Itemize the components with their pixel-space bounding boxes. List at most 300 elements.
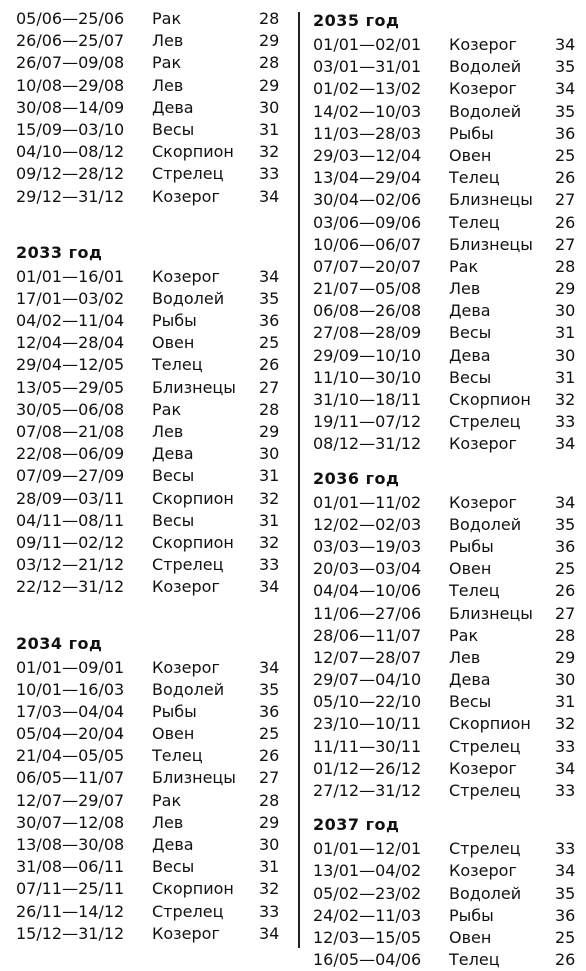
date-range: 01/12—26/12 — [313, 758, 422, 778]
zodiac-sign: Козерог — [152, 923, 220, 943]
sign-number: 27 — [555, 190, 576, 210]
sign-number: 25 — [259, 333, 280, 353]
zodiac-sign: Рыбы — [449, 123, 494, 143]
sign-number: 26 — [555, 212, 576, 232]
sign-number: 33 — [555, 736, 576, 756]
zodiac-sign: Овен — [449, 145, 492, 165]
table-row — [16, 878, 288, 900]
sign-number: 31 — [555, 367, 576, 387]
date-range: 12/07—29/07 — [16, 790, 125, 810]
sign-number: 35 — [259, 679, 280, 699]
table-row — [313, 322, 586, 344]
table-row — [313, 212, 586, 234]
date-range: 15/12—31/12 — [16, 923, 125, 943]
sign-number: 34 — [259, 923, 280, 943]
sign-number: 35 — [555, 101, 576, 121]
zodiac-sign: Дева — [449, 345, 491, 365]
date-range: 13/05—29/05 — [16, 377, 125, 397]
sign-number: 30 — [259, 97, 280, 117]
sign-number: 29 — [259, 422, 280, 441]
date-range: 12/02—02/03 — [313, 514, 422, 534]
table-row — [313, 603, 586, 625]
date-range: 10/06—06/07 — [313, 234, 422, 254]
table-row — [16, 332, 288, 354]
sign-number: 33 — [259, 901, 280, 921]
date-range: 07/09—27/09 — [16, 466, 125, 486]
year-section — [313, 812, 586, 971]
date-range: 04/10—08/12 — [16, 142, 125, 162]
date-range: 22/12—31/12 — [16, 577, 125, 597]
zodiac-sign: Стрелец — [152, 901, 224, 921]
date-range: 29/07—04/10 — [313, 670, 422, 690]
zodiac-sign: Телец — [449, 950, 500, 970]
table-row — [313, 860, 586, 882]
sign-number: 31 — [259, 466, 280, 486]
table-row — [313, 34, 586, 56]
date-range: 09/12—28/12 — [16, 164, 125, 184]
sign-number: 33 — [555, 781, 576, 800]
zodiac-sign: Скорпион — [152, 532, 234, 552]
date-range: 03/01—31/01 — [313, 57, 422, 77]
date-range: 10/08—29/08 — [16, 75, 125, 95]
sign-number: 28 — [259, 53, 280, 73]
table-row — [16, 97, 288, 119]
zodiac-sign: Рак — [152, 53, 182, 73]
date-range: 04/02—11/04 — [16, 311, 125, 331]
table-row — [16, 767, 288, 789]
zodiac-sign: Козерог — [152, 577, 220, 597]
zodiac-sign: Стрелец — [449, 736, 521, 756]
date-range: 09/11—02/12 — [16, 532, 125, 552]
date-range: 01/01—16/01 — [16, 266, 125, 286]
date-range: 01/01—12/01 — [313, 839, 422, 859]
date-range: 11/10—30/10 — [313, 367, 422, 387]
sign-number: 26 — [555, 168, 576, 188]
sign-number: 32 — [259, 488, 280, 508]
zodiac-sign: Дева — [449, 301, 491, 321]
date-range: 03/12—21/12 — [16, 555, 125, 575]
sign-number: 35 — [555, 514, 576, 534]
table-row — [313, 713, 586, 735]
date-range: 07/11—25/11 — [16, 879, 125, 899]
zodiac-sign: Весы — [152, 857, 195, 877]
zodiac-sign: Рак — [152, 399, 182, 419]
sign-number: 34 — [259, 577, 280, 597]
date-range: 21/04—05/05 — [16, 746, 125, 766]
table-row — [313, 389, 586, 411]
date-range: 30/04—02/06 — [313, 190, 422, 210]
sign-number: 32 — [259, 142, 280, 162]
zodiac-sign: Телец — [449, 212, 500, 232]
sign-number: 36 — [259, 701, 280, 721]
table-row — [313, 367, 586, 389]
sign-number: 33 — [555, 839, 576, 859]
table-row — [16, 812, 288, 834]
sign-number: 34 — [259, 186, 280, 206]
sign-number: 31 — [555, 323, 576, 343]
zodiac-sign: Скорпион — [152, 879, 234, 899]
sign-number: 34 — [555, 758, 576, 778]
date-range: 05/10—22/10 — [313, 692, 422, 712]
sign-number: 32 — [555, 390, 576, 409]
zodiac-sign: Водолей — [449, 883, 522, 903]
date-range: 05/04—20/04 — [16, 724, 125, 744]
zodiac-sign: Весы — [449, 367, 492, 387]
date-range: 14/02—10/03 — [313, 101, 422, 121]
section-spacer — [16, 208, 288, 240]
table-row — [313, 256, 586, 278]
date-range: 13/04—29/04 — [313, 168, 422, 188]
table-row — [16, 679, 288, 701]
table-row — [313, 345, 586, 367]
zodiac-sign: Овен — [152, 333, 195, 353]
table-row — [16, 834, 288, 856]
sign-number: 27 — [259, 768, 280, 788]
sign-number: 29 — [259, 75, 280, 95]
zodiac-sign: Стрелец — [152, 555, 224, 575]
sign-number: 30 — [259, 444, 280, 464]
table-row — [313, 905, 586, 927]
zodiac-sign: Рак — [449, 256, 479, 276]
section-spacer — [16, 599, 288, 631]
zodiac-sign: Рыбы — [152, 311, 197, 331]
zodiac-sign: Близнецы — [152, 377, 236, 397]
zodiac-sign: Дева — [152, 97, 194, 117]
right-column — [313, 8, 586, 971]
zodiac-sign: Козерог — [449, 861, 517, 881]
date-range: 10/01—16/03 — [16, 679, 125, 699]
sign-number: 27 — [259, 377, 280, 397]
date-range: 31/08—06/11 — [16, 857, 125, 877]
table-row — [16, 310, 288, 332]
zodiac-sign: Стрелец — [449, 839, 521, 859]
zodiac-sign: Рак — [152, 9, 182, 28]
date-range: 19/11—07/12 — [313, 412, 422, 432]
zodiac-sign: Овен — [449, 559, 492, 579]
table-row — [16, 119, 288, 141]
table-row — [16, 576, 288, 598]
date-range: 11/06—27/06 — [313, 603, 422, 623]
date-range: 11/03—28/03 — [313, 123, 422, 143]
sign-number: 33 — [259, 164, 280, 184]
table-row — [16, 186, 288, 208]
table-row — [16, 266, 288, 288]
date-range: 31/10—18/11 — [313, 390, 422, 409]
year-heading: 2034 год — [16, 633, 103, 653]
table-row — [16, 554, 288, 576]
year-heading: 2033 год — [16, 242, 103, 262]
date-range: 22/08—06/09 — [16, 444, 125, 464]
sign-number: 29 — [555, 279, 576, 299]
table-row — [16, 75, 288, 97]
table-row — [313, 669, 586, 691]
zodiac-sign: Весы — [449, 692, 492, 712]
date-range: 08/12—31/12 — [313, 434, 422, 454]
sign-number: 31 — [259, 119, 280, 139]
table-row — [313, 123, 586, 145]
zodiac-sign: Весы — [152, 466, 195, 486]
year-section — [16, 240, 288, 599]
sign-number: 30 — [555, 670, 576, 690]
date-range: 11/11—30/11 — [313, 736, 422, 756]
zodiac-sign: Дева — [449, 670, 491, 690]
sign-number: 27 — [555, 234, 576, 254]
zodiac-sign: Козерог — [449, 492, 517, 512]
zodiac-sign: Лев — [449, 647, 481, 667]
date-range: 29/12—31/12 — [16, 186, 125, 206]
zodiac-sign: Рак — [152, 790, 182, 810]
sign-number: 30 — [259, 835, 280, 854]
date-range: 04/11—08/11 — [16, 510, 125, 530]
zodiac-sign: Весы — [152, 119, 195, 139]
sign-number: 34 — [555, 35, 576, 54]
year-section — [16, 8, 288, 208]
zodiac-sign: Козерог — [449, 79, 517, 99]
table-row — [313, 492, 586, 514]
date-range: 15/09—03/10 — [16, 119, 125, 139]
sign-number: 25 — [555, 145, 576, 165]
table-row — [16, 443, 288, 465]
sign-number: 32 — [555, 714, 576, 734]
sign-number: 33 — [259, 555, 280, 575]
date-range: 26/07—09/08 — [16, 53, 125, 73]
date-range: 12/04—28/04 — [16, 333, 125, 353]
table-row — [16, 701, 288, 723]
zodiac-sign: Телец — [449, 168, 500, 188]
zodiac-sign: Лев — [152, 422, 184, 441]
zodiac-sign: Скорпион — [152, 142, 234, 162]
zodiac-sign: Телец — [152, 355, 203, 375]
zodiac-sign: Скорпион — [449, 390, 531, 409]
zodiac-sign: Козерог — [152, 186, 220, 206]
table-row — [313, 949, 586, 971]
zodiac-sign: Близнецы — [152, 768, 236, 788]
sign-number: 36 — [555, 123, 576, 143]
sign-number: 29 — [259, 31, 280, 51]
date-range: 27/08—28/09 — [313, 323, 422, 343]
table-row — [313, 536, 586, 558]
zodiac-sign: Близнецы — [449, 234, 533, 254]
date-range: 17/01—03/02 — [16, 288, 125, 308]
left-column — [16, 8, 288, 945]
table-row — [313, 883, 586, 905]
table-row — [16, 901, 288, 923]
zodiac-sign: Лев — [449, 279, 481, 299]
sign-number: 32 — [259, 879, 280, 899]
table-row — [16, 288, 288, 310]
date-range: 28/09—03/11 — [16, 488, 125, 508]
date-range: 20/03—03/04 — [313, 559, 422, 579]
zodiac-sign: Водолей — [152, 679, 225, 699]
year-heading: 2035 год — [313, 11, 400, 30]
column-divider — [298, 12, 300, 948]
sign-number: 35 — [259, 288, 280, 308]
year-section — [313, 466, 586, 803]
date-range: 06/08—26/08 — [313, 301, 422, 321]
section-spacer — [313, 802, 586, 812]
zodiac-sign: Скорпион — [449, 714, 531, 734]
table-row — [313, 691, 586, 713]
table-row — [313, 580, 586, 602]
date-range: 05/06—25/06 — [16, 9, 125, 28]
date-range: 01/01—09/01 — [16, 657, 125, 677]
sign-number: 26 — [259, 746, 280, 766]
date-range: 07/08—21/08 — [16, 422, 125, 441]
sign-number: 36 — [555, 905, 576, 925]
date-range: 26/11—14/12 — [16, 901, 125, 921]
sign-number: 34 — [555, 79, 576, 99]
table-row — [313, 927, 586, 949]
sign-number: 28 — [555, 625, 576, 645]
date-range: 03/06—09/06 — [313, 212, 422, 232]
sign-number: 25 — [259, 724, 280, 744]
sign-number: 29 — [555, 647, 576, 667]
date-range: 01/01—11/02 — [313, 492, 422, 512]
date-range: 16/05—04/06 — [313, 950, 422, 970]
zodiac-sign: Козерог — [449, 758, 517, 778]
sign-number: 31 — [555, 692, 576, 712]
sign-number: 34 — [259, 266, 280, 286]
zodiac-sign: Лев — [152, 75, 184, 95]
sign-number: 36 — [555, 536, 576, 556]
zodiac-sign: Рыбы — [152, 701, 197, 721]
zodiac-sign: Телец — [449, 581, 500, 601]
date-range: 13/08—30/08 — [16, 835, 125, 854]
zodiac-sign: Козерог — [449, 35, 517, 54]
table-row — [313, 189, 586, 211]
table-row — [313, 101, 586, 123]
year-section — [16, 631, 288, 945]
zodiac-sign: Рыбы — [449, 536, 494, 556]
zodiac-sign: Стрелец — [449, 781, 521, 800]
table-row — [16, 8, 288, 30]
table-row — [16, 723, 288, 745]
table-row — [16, 141, 288, 163]
date-range: 30/08—14/09 — [16, 97, 125, 117]
sign-number: 32 — [259, 532, 280, 552]
date-range: 30/07—12/08 — [16, 812, 125, 832]
table-row — [16, 510, 288, 532]
sign-number: 36 — [259, 311, 280, 331]
zodiac-sign: Близнецы — [449, 603, 533, 623]
sign-number: 25 — [555, 559, 576, 579]
date-range: 01/01—02/01 — [313, 35, 422, 54]
zodiac-sign: Овен — [152, 724, 195, 744]
sign-number: 31 — [259, 857, 280, 877]
table-row — [313, 78, 586, 100]
zodiac-sign: Стрелец — [449, 412, 521, 432]
table-row — [16, 923, 288, 945]
sign-number: 34 — [259, 657, 280, 677]
date-range: 12/07—28/07 — [313, 647, 422, 667]
table-row — [313, 300, 586, 322]
table-row — [16, 30, 288, 52]
table-row — [16, 532, 288, 554]
date-range: 05/02—23/02 — [313, 883, 422, 903]
date-range: 30/05—06/08 — [16, 399, 125, 419]
sign-number: 33 — [555, 412, 576, 432]
zodiac-sign: Водолей — [449, 101, 522, 121]
table-row — [16, 856, 288, 878]
sign-number: 26 — [555, 581, 576, 601]
zodiac-sign: Рак — [449, 625, 479, 645]
date-range: 13/01—04/02 — [313, 861, 422, 881]
table-row — [313, 838, 586, 860]
zodiac-sign: Рыбы — [449, 905, 494, 925]
table-row — [16, 399, 288, 421]
date-range: 29/04—12/05 — [16, 355, 125, 375]
zodiac-sign: Козерог — [152, 657, 220, 677]
sign-number: 27 — [555, 603, 576, 623]
date-range: 23/10—10/11 — [313, 714, 422, 734]
zodiac-sign: Водолей — [449, 57, 522, 77]
sign-number: 28 — [259, 790, 280, 810]
section-spacer — [313, 456, 586, 466]
zodiac-sign: Весы — [152, 510, 195, 530]
table-row — [16, 790, 288, 812]
table-row — [313, 647, 586, 669]
sign-number: 34 — [555, 492, 576, 512]
table-row — [16, 657, 288, 679]
date-range: 28/06—11/07 — [313, 625, 422, 645]
table-row — [313, 234, 586, 256]
table-row — [16, 465, 288, 487]
date-range: 26/06—25/07 — [16, 31, 125, 51]
zodiac-sign: Дева — [152, 444, 194, 464]
date-range: 27/12—31/12 — [313, 781, 422, 800]
date-range: 01/02—13/02 — [313, 79, 422, 99]
sign-number: 35 — [555, 57, 576, 77]
date-range: 29/09—10/10 — [313, 345, 422, 365]
table-row — [313, 625, 586, 647]
table-row — [313, 433, 586, 455]
date-range: 04/04—10/06 — [313, 581, 422, 601]
zodiac-sign: Водолей — [152, 288, 225, 308]
table-row — [313, 780, 586, 802]
zodiac-sign: Близнецы — [449, 190, 533, 210]
zodiac-sign: Водолей — [449, 514, 522, 534]
date-range: 03/03—19/03 — [313, 536, 422, 556]
sign-number: 25 — [555, 927, 576, 947]
zodiac-sign: Козерог — [152, 266, 220, 286]
zodiac-sign: Весы — [449, 323, 492, 343]
zodiac-sign: Овен — [449, 927, 492, 947]
table-row — [313, 411, 586, 433]
table-row — [313, 145, 586, 167]
year-heading: 2037 год — [313, 815, 400, 835]
sign-number: 34 — [555, 434, 576, 454]
sign-number: 28 — [555, 256, 576, 276]
zodiac-sign: Лев — [152, 31, 184, 51]
year-section — [313, 8, 586, 456]
date-range: 29/03—12/04 — [313, 145, 422, 165]
sign-number: 26 — [259, 355, 280, 375]
table-row — [313, 758, 586, 780]
table-row — [16, 354, 288, 376]
date-range: 12/03—15/05 — [313, 927, 422, 947]
zodiac-sign: Скорпион — [152, 488, 234, 508]
table-row — [16, 52, 288, 74]
sign-number: 28 — [259, 9, 280, 28]
sign-number: 30 — [555, 345, 576, 365]
table-row — [16, 421, 288, 443]
table-row — [16, 163, 288, 185]
zodiac-sign: Телец — [152, 746, 203, 766]
table-row — [16, 377, 288, 399]
date-range: 24/02—11/03 — [313, 905, 422, 925]
table-row — [313, 558, 586, 580]
date-range: 17/03—04/04 — [16, 701, 125, 721]
